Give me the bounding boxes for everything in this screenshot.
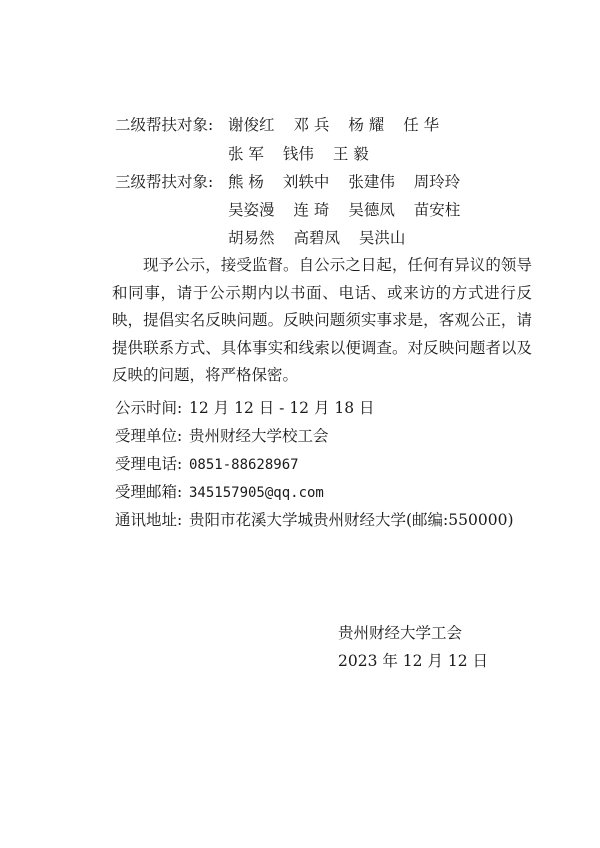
info-label: 受理单位:	[115, 427, 183, 445]
name-row	[228, 172, 474, 192]
person-name: 吴洪山	[358, 229, 406, 247]
info-value: 0851-88628967	[189, 457, 299, 473]
person-name: 胡易然	[228, 229, 275, 247]
name-row	[228, 115, 453, 135]
name-row	[228, 228, 419, 248]
group-label-level3: 三级帮扶对象:	[115, 173, 214, 191]
info-line-address	[115, 510, 514, 530]
name-row	[228, 144, 383, 164]
info-label: 受理电话:	[115, 455, 183, 473]
person-name: 张建伟	[348, 173, 395, 191]
person-name: 连 琦	[293, 201, 330, 219]
person-name: 苗安柱	[413, 201, 461, 219]
person-name: 邓 兵	[293, 116, 330, 134]
signature-org: 贵州财经大学工会	[338, 624, 463, 642]
person-name: 刘轶中	[282, 173, 330, 191]
info-value: 贵阳市花溪大学城贵州财经大学(邮编:550000)	[189, 511, 514, 529]
person-name: 吴姿漫	[228, 201, 275, 219]
signature-date: 2023 年 12 月 12 日	[338, 652, 489, 670]
info-value: 12 月 12 日 - 12 月 18 日	[189, 399, 375, 417]
person-name: 钱伟	[282, 145, 314, 163]
person-name: 任 华	[403, 116, 440, 134]
group-label-level2: 二级帮扶对象:	[115, 116, 214, 134]
person-name: 高碧凤	[293, 229, 340, 247]
info-line-time	[115, 398, 375, 418]
notice-paragraph: 现予公示，接受监督。自公示之日起，任何有异议的领导和同事，请于公示期内以书面、电话、或来访的方式进行反映，提倡实名反映问题。反映问题须实事求是，客观公正，请提供联系方式、具体事实和线索以便调查。对反映问题者以及反映的问题，将严格保密。	[112, 256, 532, 384]
person-name: 谢俊红	[228, 116, 275, 134]
person-name: 熊 杨	[228, 173, 264, 191]
info-line-email	[115, 482, 324, 503]
person-name: 王 毅	[332, 145, 369, 163]
person-name: 张 军	[228, 145, 264, 163]
person-name: 吴德凤	[348, 201, 395, 219]
info-value: 345157905@qq.com	[189, 485, 324, 501]
info-line-phone	[115, 454, 299, 475]
person-name: 周玲玲	[413, 173, 461, 191]
info-label: 通讯地址:	[115, 511, 183, 529]
info-label: 公示时间:	[115, 399, 183, 417]
info-value: 贵州财经大学校工会	[189, 427, 329, 445]
name-row	[228, 200, 474, 220]
person-name: 杨 耀	[348, 116, 385, 134]
info-label: 受理邮箱:	[115, 483, 183, 501]
info-line-unit	[115, 426, 329, 446]
